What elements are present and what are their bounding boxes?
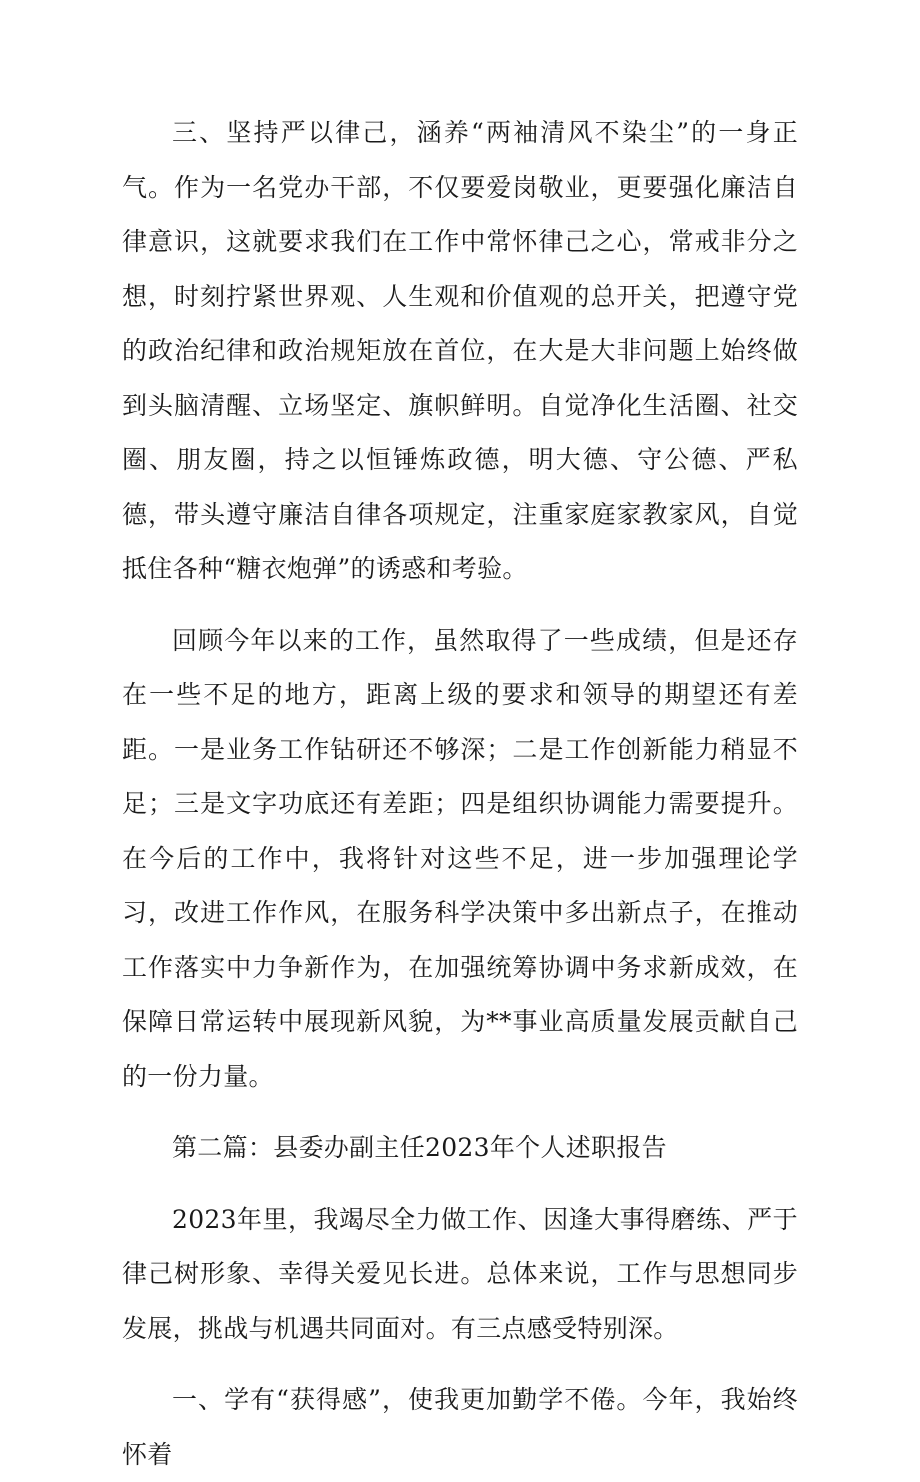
paragraph-review: 回顾今年以来的工作，虽然取得了一些成绩，但是还存在一些不足的地方，距离上级的要求和领导的期望还有差距。一是业务工作钻研还不够深；二是工作创新能力稍显不足；三是文字功底还有差距；四是组织协调能力需要提升。在今后的工作中，我将针对这些不足，进一步加强理论学习，改进工作作风，在服务科学决策中多出新点子，在推动工作落实中力争新作为，在加强统筹协调中务求新成效，在保障日常运转中展现新风貌，为**事业高质量发展贡献自己的一份力量。 bbox=[122, 625, 798, 1091]
document-body bbox=[122, 106, 798, 1482]
paragraph-summary: 2023年里，我竭尽全力做工作、因逢大事得磨练、严于律己树形象、幸得关爱见长进。总体来说，工作与思想同步发展，挑战与机遇共同面对。有三点感受特别深。 bbox=[122, 1204, 798, 1343]
section-heading: 第二篇：县委办副主任2023年个人述职报告 bbox=[172, 1133, 667, 1162]
paragraph-integrity: 三、坚持严以律己，涵养“两袖清风不染尘”的一身正气。作为一名党办干部，不仅要爱岗敬业，更要强化廉洁自律意识，这就要求我们在工作中常怀律己之心，常戒非分之想，时刻拧紧世界观、人生观和价值观的总开关，把遵守党的政治纪律和政治规矩放在首位，在大是大非问题上始终做到头脑清醒、立场坚定、旗帜鲜明。自觉净化生活圈、社交圈、朋友圈，持之以恒锤炼政德，明大德、守公德、严私德，带头遵守廉洁自律各项规定，注重家庭家教家风，自觉抵住各种“糖衣炮弹”的诱惑和考验。 bbox=[122, 118, 798, 583]
paragraph-study: 一、学有“获得感”，使我更加勤学不倦。今年，我始终怀着 bbox=[122, 1385, 798, 1469]
